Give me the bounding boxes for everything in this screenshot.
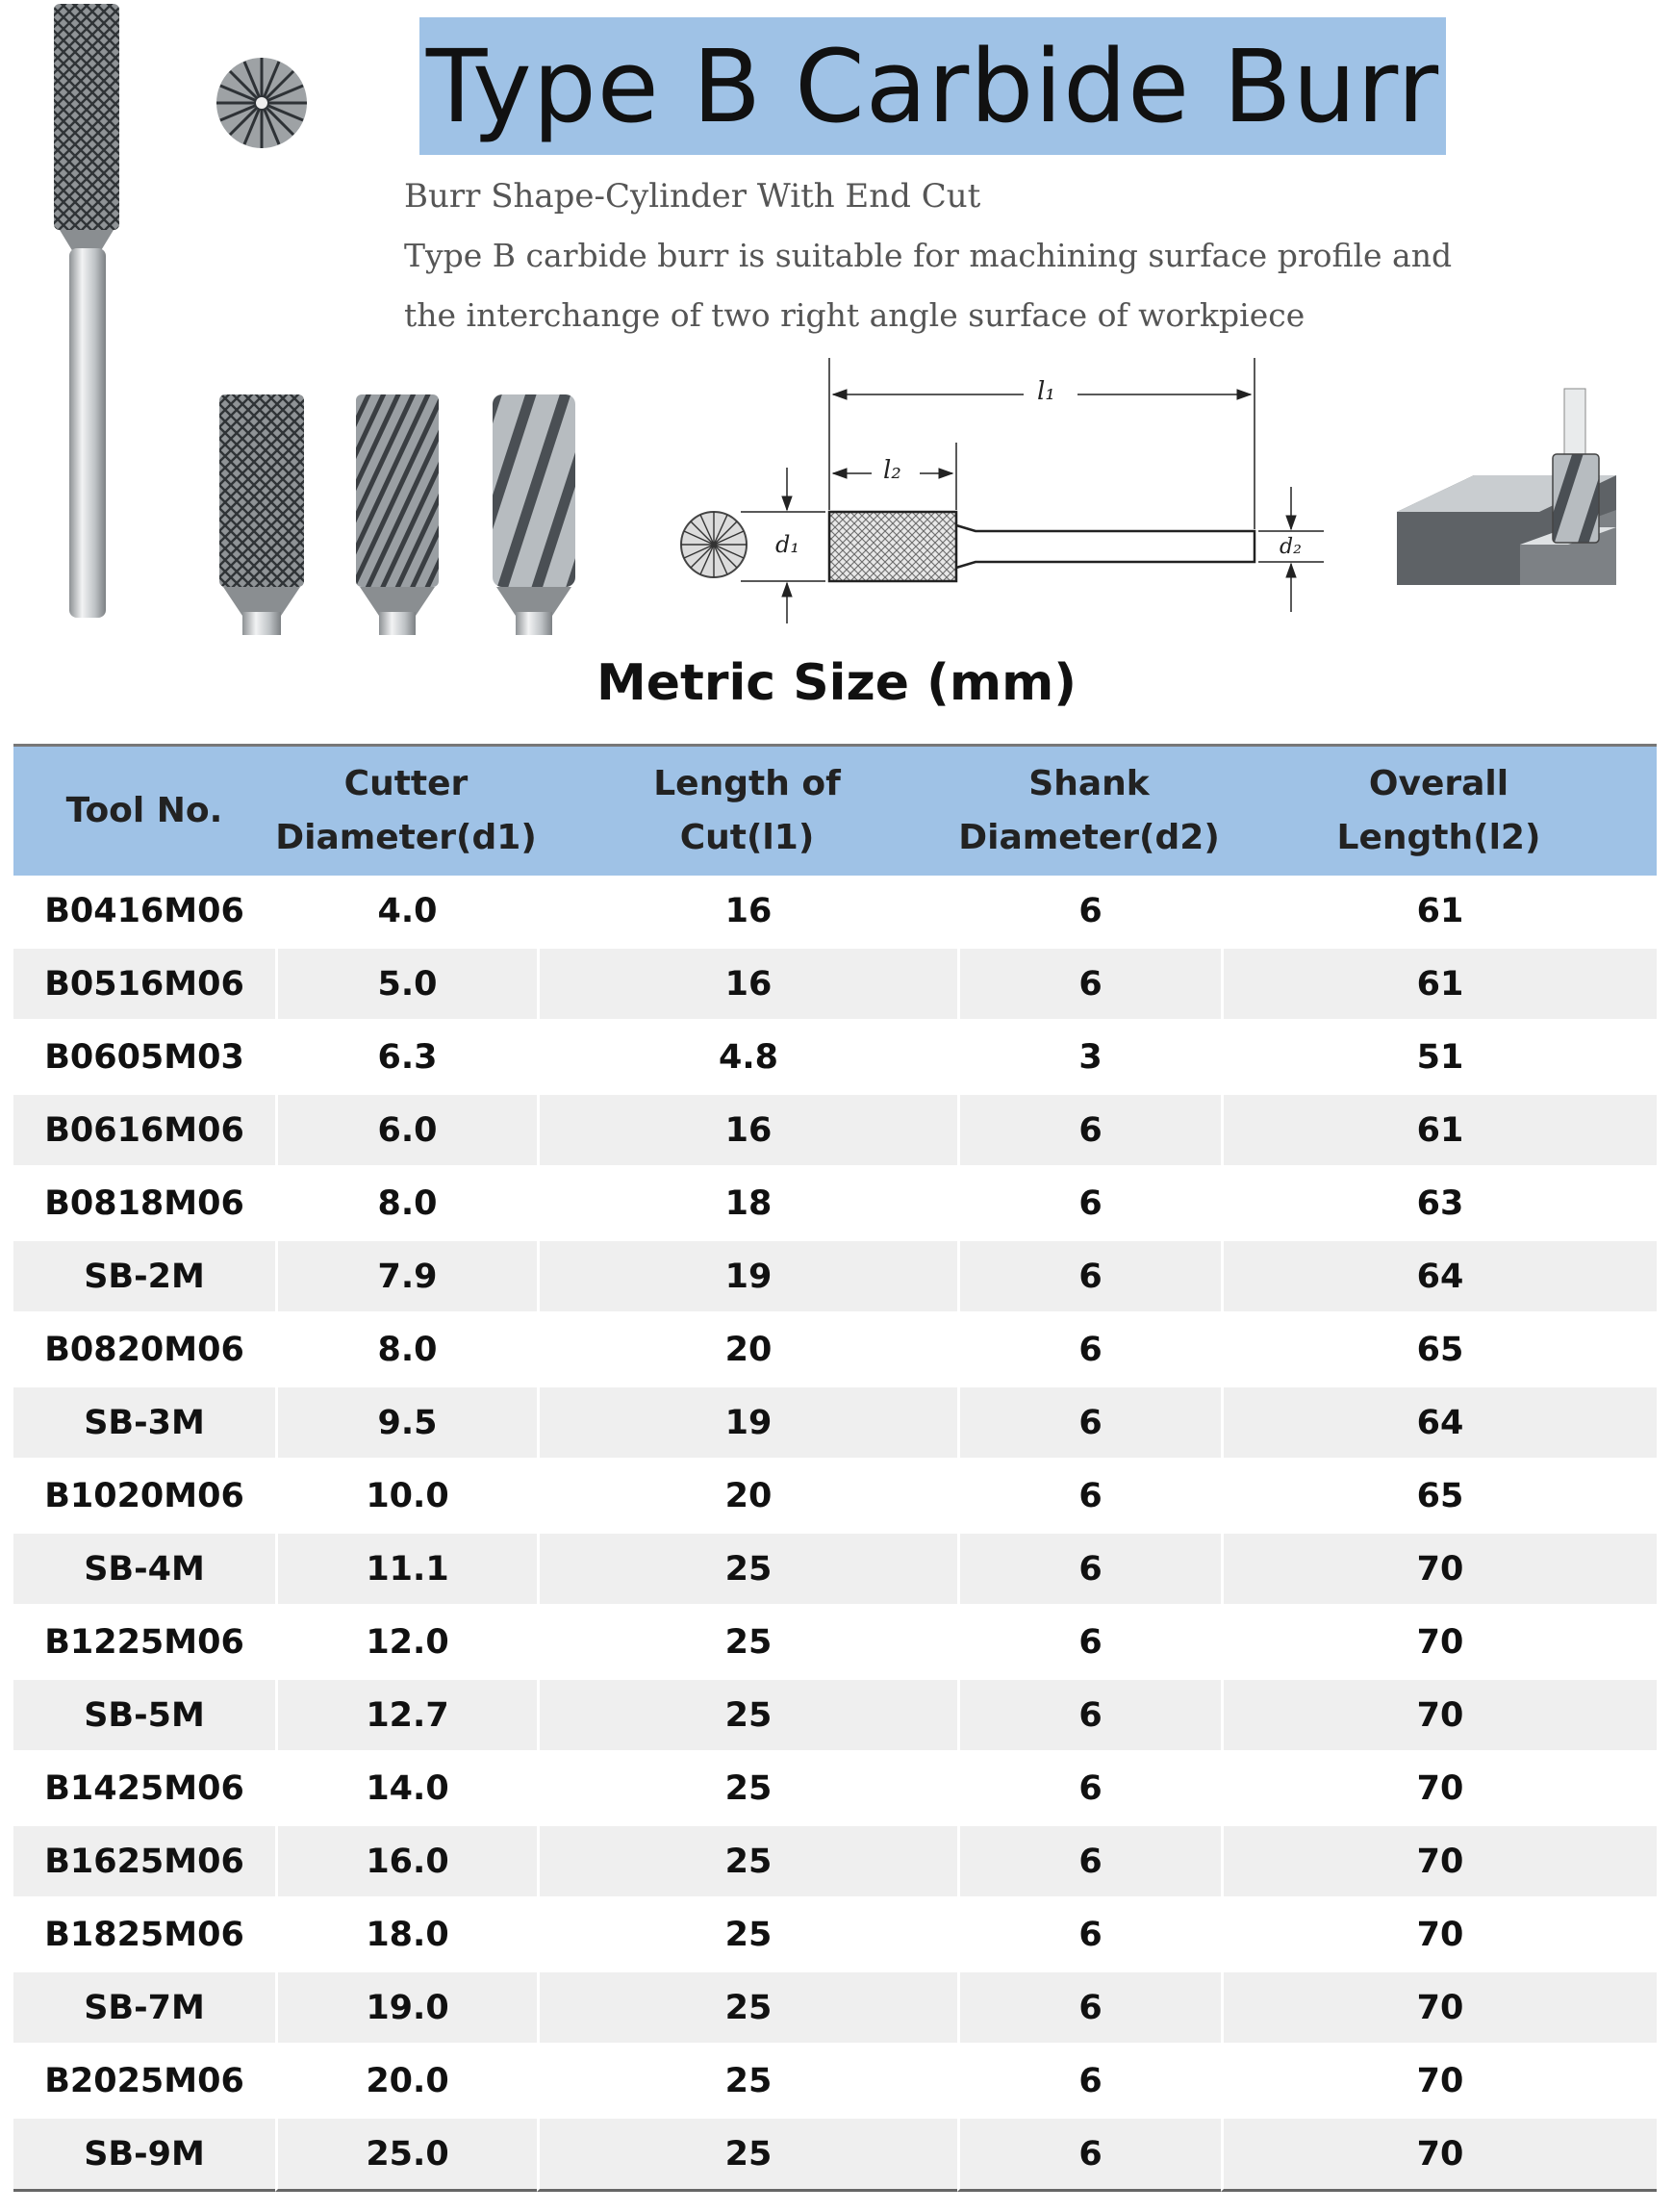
overall-length-cell: 64 xyxy=(1221,1241,1657,1314)
length-of-cut-cell: 16 xyxy=(537,1095,957,1168)
table-row xyxy=(13,1826,1657,1899)
overall-length-cell: 61 xyxy=(1221,949,1657,1022)
table-row xyxy=(13,1095,1657,1168)
length-of-cut-cell: 16 xyxy=(537,876,957,949)
burr-spiral-cut-image xyxy=(493,394,575,635)
cutter-diameter-cell: 12.7 xyxy=(275,1680,537,1753)
overall-length-cell: 63 xyxy=(1221,1168,1657,1241)
shank-diameter-cell: 6 xyxy=(957,2046,1221,2119)
tool-no-cell: SB-4M xyxy=(13,1534,275,1607)
length-of-cut-cell: 25 xyxy=(537,1534,957,1607)
cutter-diameter-cell: 16.0 xyxy=(275,1826,537,1899)
header-shank-diameter: Shank Diameter(d2) xyxy=(957,744,1221,876)
overall-length-cell: 65 xyxy=(1221,1461,1657,1534)
overall-length-cell: 65 xyxy=(1221,1314,1657,1387)
shank-diameter-cell: 6 xyxy=(957,1534,1221,1607)
table-row xyxy=(13,1680,1657,1753)
header-tool-no: Tool No. xyxy=(13,744,275,876)
table-row xyxy=(13,1241,1657,1314)
tool-no-cell: SB-5M xyxy=(13,1680,275,1753)
cutter-diameter-cell: 25.0 xyxy=(275,2119,537,2192)
description-line-2: the interchange of two right angle surface of workpiece xyxy=(404,296,1305,334)
length-of-cut-cell: 25 xyxy=(537,1899,957,1972)
cutter-diameter-cell: 8.0 xyxy=(275,1314,537,1387)
shank-diameter-cell: 6 xyxy=(957,1826,1221,1899)
overall-length-cell: 51 xyxy=(1221,1022,1657,1095)
length-of-cut-cell: 20 xyxy=(537,1314,957,1387)
cutter-diameter-cell: 20.0 xyxy=(275,2046,537,2119)
tool-no-cell: B1625M06 xyxy=(13,1826,275,1899)
table-row xyxy=(13,2119,1657,2192)
table-row xyxy=(13,1168,1657,1241)
workpiece-image xyxy=(1397,389,1616,585)
burr-fine-cut-image xyxy=(356,394,439,635)
length-of-cut-cell: 16 xyxy=(537,949,957,1022)
length-of-cut-cell: 25 xyxy=(537,1607,957,1680)
length-of-cut-cell: 25 xyxy=(537,1680,957,1753)
cutter-diameter-cell: 6.3 xyxy=(275,1022,537,1095)
table-row xyxy=(13,2046,1657,2119)
table-row xyxy=(13,1607,1657,1680)
cutter-diameter-cell: 18.0 xyxy=(275,1899,537,1972)
length-of-cut-cell: 25 xyxy=(537,2119,957,2192)
tool-no-cell: B1225M06 xyxy=(13,1607,275,1680)
table-row xyxy=(13,1387,1657,1461)
overall-length-cell: 61 xyxy=(1221,876,1657,949)
table-row xyxy=(13,1461,1657,1534)
spec-table xyxy=(13,744,1657,2192)
overall-length-cell: 70 xyxy=(1221,1534,1657,1607)
header-cutter-diameter: Cutter Diameter(d1) xyxy=(275,744,537,876)
description-line-1: Type B carbide burr is suitable for machining surface profile and xyxy=(404,237,1453,274)
length-of-cut-cell: 20 xyxy=(537,1461,957,1534)
shank-diameter-cell: 6 xyxy=(957,1314,1221,1387)
cutter-diameter-cell: 6.0 xyxy=(275,1095,537,1168)
overall-length-cell: 70 xyxy=(1221,1607,1657,1680)
title-banner xyxy=(419,17,1446,155)
label-d1: d₁ xyxy=(775,531,799,558)
shank-diameter-cell: 6 xyxy=(957,1241,1221,1314)
length-of-cut-cell: 25 xyxy=(537,2046,957,2119)
shank-diameter-cell: 6 xyxy=(957,1387,1221,1461)
table-row xyxy=(13,1899,1657,1972)
shank-diameter-cell: 6 xyxy=(957,1607,1221,1680)
tool-no-cell: B1425M06 xyxy=(13,1753,275,1826)
header-length-of-cut: Length of Cut(l1) xyxy=(537,744,957,876)
shank-diameter-cell: 6 xyxy=(957,1899,1221,1972)
overall-length-cell: 70 xyxy=(1221,1899,1657,1972)
tool-no-cell: SB-3M xyxy=(13,1387,275,1461)
tool-no-cell: B0616M06 xyxy=(13,1095,275,1168)
shank-diameter-cell: 6 xyxy=(957,1168,1221,1241)
shank-diameter-cell: 6 xyxy=(957,1753,1221,1826)
length-of-cut-cell: 25 xyxy=(537,1972,957,2046)
tool-no-cell: B2025M06 xyxy=(13,2046,275,2119)
cutter-diameter-cell: 12.0 xyxy=(275,1607,537,1680)
table-body xyxy=(13,876,1657,2192)
shank-diameter-cell: 6 xyxy=(957,876,1221,949)
cutter-diameter-cell: 11.1 xyxy=(275,1534,537,1607)
cutter-diameter-cell: 19.0 xyxy=(275,1972,537,2046)
table-row xyxy=(13,1972,1657,2046)
tool-no-cell: B0516M06 xyxy=(13,949,275,1022)
overall-length-cell: 64 xyxy=(1221,1387,1657,1461)
burr-double-cut-image xyxy=(219,394,304,635)
cutter-diameter-cell: 4.0 xyxy=(275,876,537,949)
length-of-cut-cell: 19 xyxy=(537,1387,957,1461)
cutter-diameter-cell: 14.0 xyxy=(275,1753,537,1826)
dimension-diagram xyxy=(681,358,1324,623)
tool-no-cell: SB-7M xyxy=(13,1972,275,2046)
cutter-diameter-cell: 9.5 xyxy=(275,1387,537,1461)
page-title: Type B Carbide Burr xyxy=(425,27,1440,145)
table-row xyxy=(13,1753,1657,1826)
label-l1: l₁ xyxy=(1037,377,1055,406)
tool-no-cell: B0820M06 xyxy=(13,1314,275,1387)
tall-burr-image xyxy=(54,4,119,618)
length-of-cut-cell: 25 xyxy=(537,1753,957,1826)
table-row xyxy=(13,949,1657,1022)
table-row xyxy=(13,1314,1657,1387)
tool-no-cell: B0416M06 xyxy=(13,876,275,949)
shank-diameter-cell: 6 xyxy=(957,1680,1221,1753)
shank-diameter-cell: 6 xyxy=(957,1972,1221,2046)
cutter-diameter-cell: 8.0 xyxy=(275,1168,537,1241)
table-row xyxy=(13,1534,1657,1607)
overall-length-cell: 70 xyxy=(1221,1680,1657,1753)
end-view-burst-image xyxy=(216,58,307,148)
metric-size-heading: Metric Size (mm) xyxy=(596,654,1077,712)
overall-length-cell: 70 xyxy=(1221,2046,1657,2119)
tool-no-cell: SB-2M xyxy=(13,1241,275,1314)
overall-length-cell: 70 xyxy=(1221,1826,1657,1899)
table-row xyxy=(13,1022,1657,1095)
length-of-cut-cell: 18 xyxy=(537,1168,957,1241)
label-d2: d₂ xyxy=(1280,535,1302,559)
cutter-diameter-cell: 10.0 xyxy=(275,1461,537,1534)
length-of-cut-cell: 4.8 xyxy=(537,1022,957,1095)
tool-no-cell: B1825M06 xyxy=(13,1899,275,1972)
cutter-diameter-cell: 7.9 xyxy=(275,1241,537,1314)
label-l2: l₂ xyxy=(883,456,901,485)
cutter-diameter-cell: 5.0 xyxy=(275,949,537,1022)
shank-diameter-cell: 6 xyxy=(957,1095,1221,1168)
shank-diameter-cell: 3 xyxy=(957,1022,1221,1095)
shank-diameter-cell: 6 xyxy=(957,2119,1221,2192)
burr-shape-text: Burr Shape-Cylinder With End Cut xyxy=(404,177,981,216)
table-row xyxy=(13,876,1657,949)
shank-diameter-cell: 6 xyxy=(957,1461,1221,1534)
tool-no-cell: SB-9M xyxy=(13,2119,275,2192)
overall-length-cell: 61 xyxy=(1221,1095,1657,1168)
table-header-row xyxy=(13,744,1657,876)
length-of-cut-cell: 19 xyxy=(537,1241,957,1314)
tool-no-cell: B1020M06 xyxy=(13,1461,275,1534)
tool-no-cell: B0605M03 xyxy=(13,1022,275,1095)
overall-length-cell: 70 xyxy=(1221,2119,1657,2192)
header-overall-length: Overall Length(l2) xyxy=(1221,744,1657,876)
shank-diameter-cell: 6 xyxy=(957,949,1221,1022)
length-of-cut-cell: 25 xyxy=(537,1826,957,1899)
overall-length-cell: 70 xyxy=(1221,1972,1657,2046)
tool-no-cell: B0818M06 xyxy=(13,1168,275,1241)
overall-length-cell: 70 xyxy=(1221,1753,1657,1826)
